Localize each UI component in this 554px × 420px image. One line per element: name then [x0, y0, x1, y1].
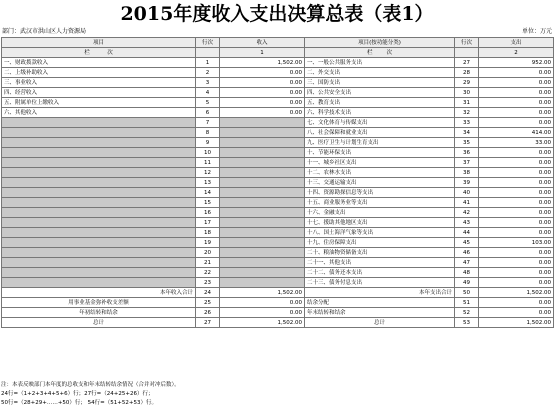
income-value: [220, 248, 305, 258]
table-row: [2, 158, 554, 168]
expense-item: 二、外交支出: [305, 68, 455, 78]
expense-item: 四、公共安全支出: [305, 88, 455, 98]
subheader-blank2: [455, 48, 479, 58]
income-line: 18: [196, 228, 220, 238]
carry-out-value: 0.00: [479, 308, 554, 318]
fund-label: 用事业基金弥补收支差额: [2, 298, 196, 308]
expense-line: 44: [455, 228, 479, 238]
expense-line: 34: [455, 128, 479, 138]
expense-total-value: 1,502.00: [479, 288, 554, 298]
expense-line: 45: [455, 238, 479, 248]
expense-item: 十七、援助其他地区支出: [305, 218, 455, 228]
income-value: 0.00: [220, 98, 305, 108]
total-row: [2, 288, 554, 298]
expense-line: 33: [455, 118, 479, 128]
header-line2: 行次: [455, 38, 479, 48]
income-line: 17: [196, 218, 220, 228]
income-item: [2, 198, 196, 208]
expense-item: 十四、资源勘探信息等支出: [305, 188, 455, 198]
header-item: 项目: [2, 38, 196, 48]
table-row: [2, 308, 554, 318]
expense-value: 0.00: [479, 278, 554, 288]
table-row: [2, 168, 554, 178]
income-line: 15: [196, 198, 220, 208]
income-item: [2, 268, 196, 278]
expense-line: 32: [455, 108, 479, 118]
expense-line: 47: [455, 258, 479, 268]
expense-value: 0.00: [479, 78, 554, 88]
expense-value: 0.00: [479, 158, 554, 168]
expense-value: 0.00: [479, 178, 554, 188]
grand-total-value2: 1,502.00: [479, 318, 554, 328]
income-item: [2, 188, 196, 198]
table-row: [2, 138, 554, 148]
income-line: 4: [196, 88, 220, 98]
income-value: [220, 258, 305, 268]
expense-item: 十五、商业服务业等支出: [305, 198, 455, 208]
subheader-blank: [196, 48, 220, 58]
income-value: 0.00: [220, 68, 305, 78]
income-value: [220, 158, 305, 168]
expense-line: 42: [455, 208, 479, 218]
income-item: 三、事业收入: [2, 78, 196, 88]
dept-label: 部门：武汉市洪山区人力资源局: [2, 28, 87, 35]
expense-line: 36: [455, 148, 479, 158]
income-value: 0.00: [220, 108, 305, 118]
expense-item: 十一、城乡社区支出: [305, 158, 455, 168]
income-line: 11: [196, 158, 220, 168]
table-row: [2, 178, 554, 188]
income-line: 19: [196, 238, 220, 248]
income-value: [220, 268, 305, 278]
note-line: 50行=（28+29+……+50）行； 54行=（51+52+53）行。: [1, 400, 157, 406]
income-value: [220, 238, 305, 248]
expense-item: 二十、粮油物资储备支出: [305, 248, 455, 258]
income-value: [220, 168, 305, 178]
carry-out-line: 52: [455, 308, 479, 318]
expense-value: 0.00: [479, 198, 554, 208]
expense-value: 0.00: [479, 108, 554, 118]
header-expense: 支出: [479, 38, 554, 48]
expense-line: 38: [455, 168, 479, 178]
expense-value: 0.00: [479, 258, 554, 268]
page-title: 2015年度收入支出决算总表（表1）: [120, 3, 434, 25]
subheader-col: 栏 次: [2, 48, 196, 58]
income-value: 0.00: [220, 78, 305, 88]
income-total-line: 24: [196, 288, 220, 298]
table-header-row: [2, 38, 554, 48]
income-item: [2, 238, 196, 248]
table-row: [2, 218, 554, 228]
table-row: [2, 78, 554, 88]
table-row: [2, 58, 554, 68]
expense-item: 六、科学技术支出: [305, 108, 455, 118]
table-row: [2, 298, 554, 308]
income-item: [2, 158, 196, 168]
income-value: 1,502.00: [220, 58, 305, 68]
income-line: 21: [196, 258, 220, 268]
carry-out-label: 年末结转和结余: [305, 308, 455, 318]
table-row: [2, 88, 554, 98]
expense-value: 414.00: [479, 128, 554, 138]
notes: [1, 381, 553, 408]
income-value: [220, 138, 305, 148]
header-item2: 项目(按功能分类): [305, 38, 455, 48]
income-item: [2, 258, 196, 268]
carry-in-line: 26: [196, 308, 220, 318]
expense-line: 28: [455, 68, 479, 78]
income-value: 0.00: [220, 88, 305, 98]
surplus-label: 结余分配: [305, 298, 455, 308]
income-item: [2, 178, 196, 188]
income-item: [2, 208, 196, 218]
expense-item: 二十二、债务还本支出: [305, 268, 455, 278]
income-value: [220, 198, 305, 208]
income-item: [2, 248, 196, 258]
table-row: [2, 98, 554, 108]
expense-item: 八、社会保障和就业支出: [305, 128, 455, 138]
grand-total-line: 27: [196, 318, 220, 328]
table-row: [2, 68, 554, 78]
income-value: [220, 188, 305, 198]
income-value: [220, 228, 305, 238]
income-line: 7: [196, 118, 220, 128]
expense-item: 十、节能环保支出: [305, 148, 455, 158]
expense-value: 0.00: [479, 98, 554, 108]
grand-total-row: [2, 318, 554, 328]
grand-total-line2: 53: [455, 318, 479, 328]
expense-value: 0.00: [479, 218, 554, 228]
income-item: [2, 118, 196, 128]
income-value: [220, 148, 305, 158]
income-total-value: 1,502.00: [220, 288, 305, 298]
table-row: [2, 268, 554, 278]
expense-value: 0.00: [479, 148, 554, 158]
expense-line: 49: [455, 278, 479, 288]
surplus-line: 51: [455, 298, 479, 308]
income-line: 2: [196, 68, 220, 78]
table-row: [2, 238, 554, 248]
expense-item: 五、教育支出: [305, 98, 455, 108]
expense-item: 十六、金融支出: [305, 208, 455, 218]
table-subheader-row: [2, 48, 554, 58]
income-line: 1: [196, 58, 220, 68]
meta-line: [2, 27, 552, 37]
income-value: [220, 128, 305, 138]
budget-table: [1, 37, 554, 328]
expense-value: 0.00: [479, 168, 554, 178]
expense-line: 43: [455, 218, 479, 228]
table-row: [2, 148, 554, 158]
expense-line: 37: [455, 158, 479, 168]
header-line: 行次: [196, 38, 220, 48]
expense-item: 七、文化体育与传媒支出: [305, 118, 455, 128]
income-line: 13: [196, 178, 220, 188]
income-item: 六、其他收入: [2, 108, 196, 118]
table-row: [2, 208, 554, 218]
income-value: [220, 278, 305, 288]
expense-value: 0.00: [479, 248, 554, 258]
expense-item: 二十一、其他支出: [305, 258, 455, 268]
grand-total-label: 总计: [2, 318, 196, 328]
expense-line: 27: [455, 58, 479, 68]
fund-line: 25: [196, 298, 220, 308]
expense-item: 三、国防支出: [305, 78, 455, 88]
income-value: [220, 208, 305, 218]
expense-line: 40: [455, 188, 479, 198]
expense-item: 二十三、债务付息支出: [305, 278, 455, 288]
expense-line: 29: [455, 78, 479, 88]
income-value: [220, 218, 305, 228]
income-item: [2, 218, 196, 228]
expense-item: 一、一般公共服务支出: [305, 58, 455, 68]
table-row: [2, 108, 554, 118]
income-item: [2, 138, 196, 148]
expense-line: 46: [455, 248, 479, 258]
income-line: 14: [196, 188, 220, 198]
expense-item: 九、医疗卫生与计划生育支出: [305, 138, 455, 148]
expense-value: 0.00: [479, 228, 554, 238]
income-item: [2, 148, 196, 158]
table-row: [2, 248, 554, 258]
carry-in-value: 0.00: [220, 308, 305, 318]
subheader-col-2: 栏 次: [305, 48, 455, 58]
income-line: 6: [196, 108, 220, 118]
table-row: [2, 258, 554, 268]
income-total-label: 本年收入合计: [2, 288, 196, 298]
expense-total-label: 本年支出合计: [305, 288, 455, 298]
expense-value: 103.00: [479, 238, 554, 248]
expense-line: 30: [455, 88, 479, 98]
income-line: 10: [196, 148, 220, 158]
expense-value: 0.00: [479, 88, 554, 98]
expense-line: 39: [455, 178, 479, 188]
header-income: 收入: [220, 38, 305, 48]
income-item: 一、财政拨款收入: [2, 58, 196, 68]
income-item: [2, 278, 196, 288]
subheader-col2: 2: [479, 48, 554, 58]
expense-item: 十九、住房保障支出: [305, 238, 455, 248]
expense-item: 十三、交通运输支出: [305, 178, 455, 188]
expense-value: 0.00: [479, 208, 554, 218]
fund-value: 0.00: [220, 298, 305, 308]
expense-value: 0.00: [479, 68, 554, 78]
table-row: [2, 278, 554, 288]
income-line: 12: [196, 168, 220, 178]
income-line: 22: [196, 268, 220, 278]
income-line: 9: [196, 138, 220, 148]
expense-line: 31: [455, 98, 479, 108]
income-line: 20: [196, 248, 220, 258]
expense-item: 十二、农林水支出: [305, 168, 455, 178]
table-row: [2, 128, 554, 138]
table-row: [2, 198, 554, 208]
surplus-value: 0.00: [479, 298, 554, 308]
income-item: 二、上级补助收入: [2, 68, 196, 78]
expense-line: 48: [455, 268, 479, 278]
unit-label: 单位：万元: [521, 28, 552, 35]
expense-total-line: 50: [455, 288, 479, 298]
income-line: 16: [196, 208, 220, 218]
income-line: 8: [196, 128, 220, 138]
income-value: [220, 178, 305, 188]
income-line: 3: [196, 78, 220, 88]
expense-value: 0.00: [479, 188, 554, 198]
expense-line: 41: [455, 198, 479, 208]
expense-value: 0.00: [479, 118, 554, 128]
income-item: 四、经营收入: [2, 88, 196, 98]
table-row: [2, 118, 554, 128]
income-line: 23: [196, 278, 220, 288]
income-value: [220, 118, 305, 128]
income-item: [2, 168, 196, 178]
grand-total-value: 1,502.00: [220, 318, 305, 328]
expense-value: 33.00: [479, 138, 554, 148]
table-row: [2, 228, 554, 238]
note-line: 注：本表反映部门本年度的总收支和年末结转结余情况（合并对冲后数）。: [1, 382, 180, 388]
income-item: [2, 128, 196, 138]
carry-in-label: 年初结转和结余: [2, 308, 196, 318]
expense-item: 十八、国土海洋气象等支出: [305, 228, 455, 238]
expense-value: 0.00: [479, 268, 554, 278]
subheader-col1: 1: [220, 48, 305, 58]
income-item: [2, 228, 196, 238]
note-line: 24行=（1+2+3+4+5+6）行；27行=（24+25+26）行；: [1, 391, 154, 397]
expense-value: 952.00: [479, 58, 554, 68]
grand-total-label2: 总计: [305, 318, 455, 328]
table-row: [2, 188, 554, 198]
income-line: 5: [196, 98, 220, 108]
expense-line: 35: [455, 138, 479, 148]
income-item: 五、附属单位上缴收入: [2, 98, 196, 108]
